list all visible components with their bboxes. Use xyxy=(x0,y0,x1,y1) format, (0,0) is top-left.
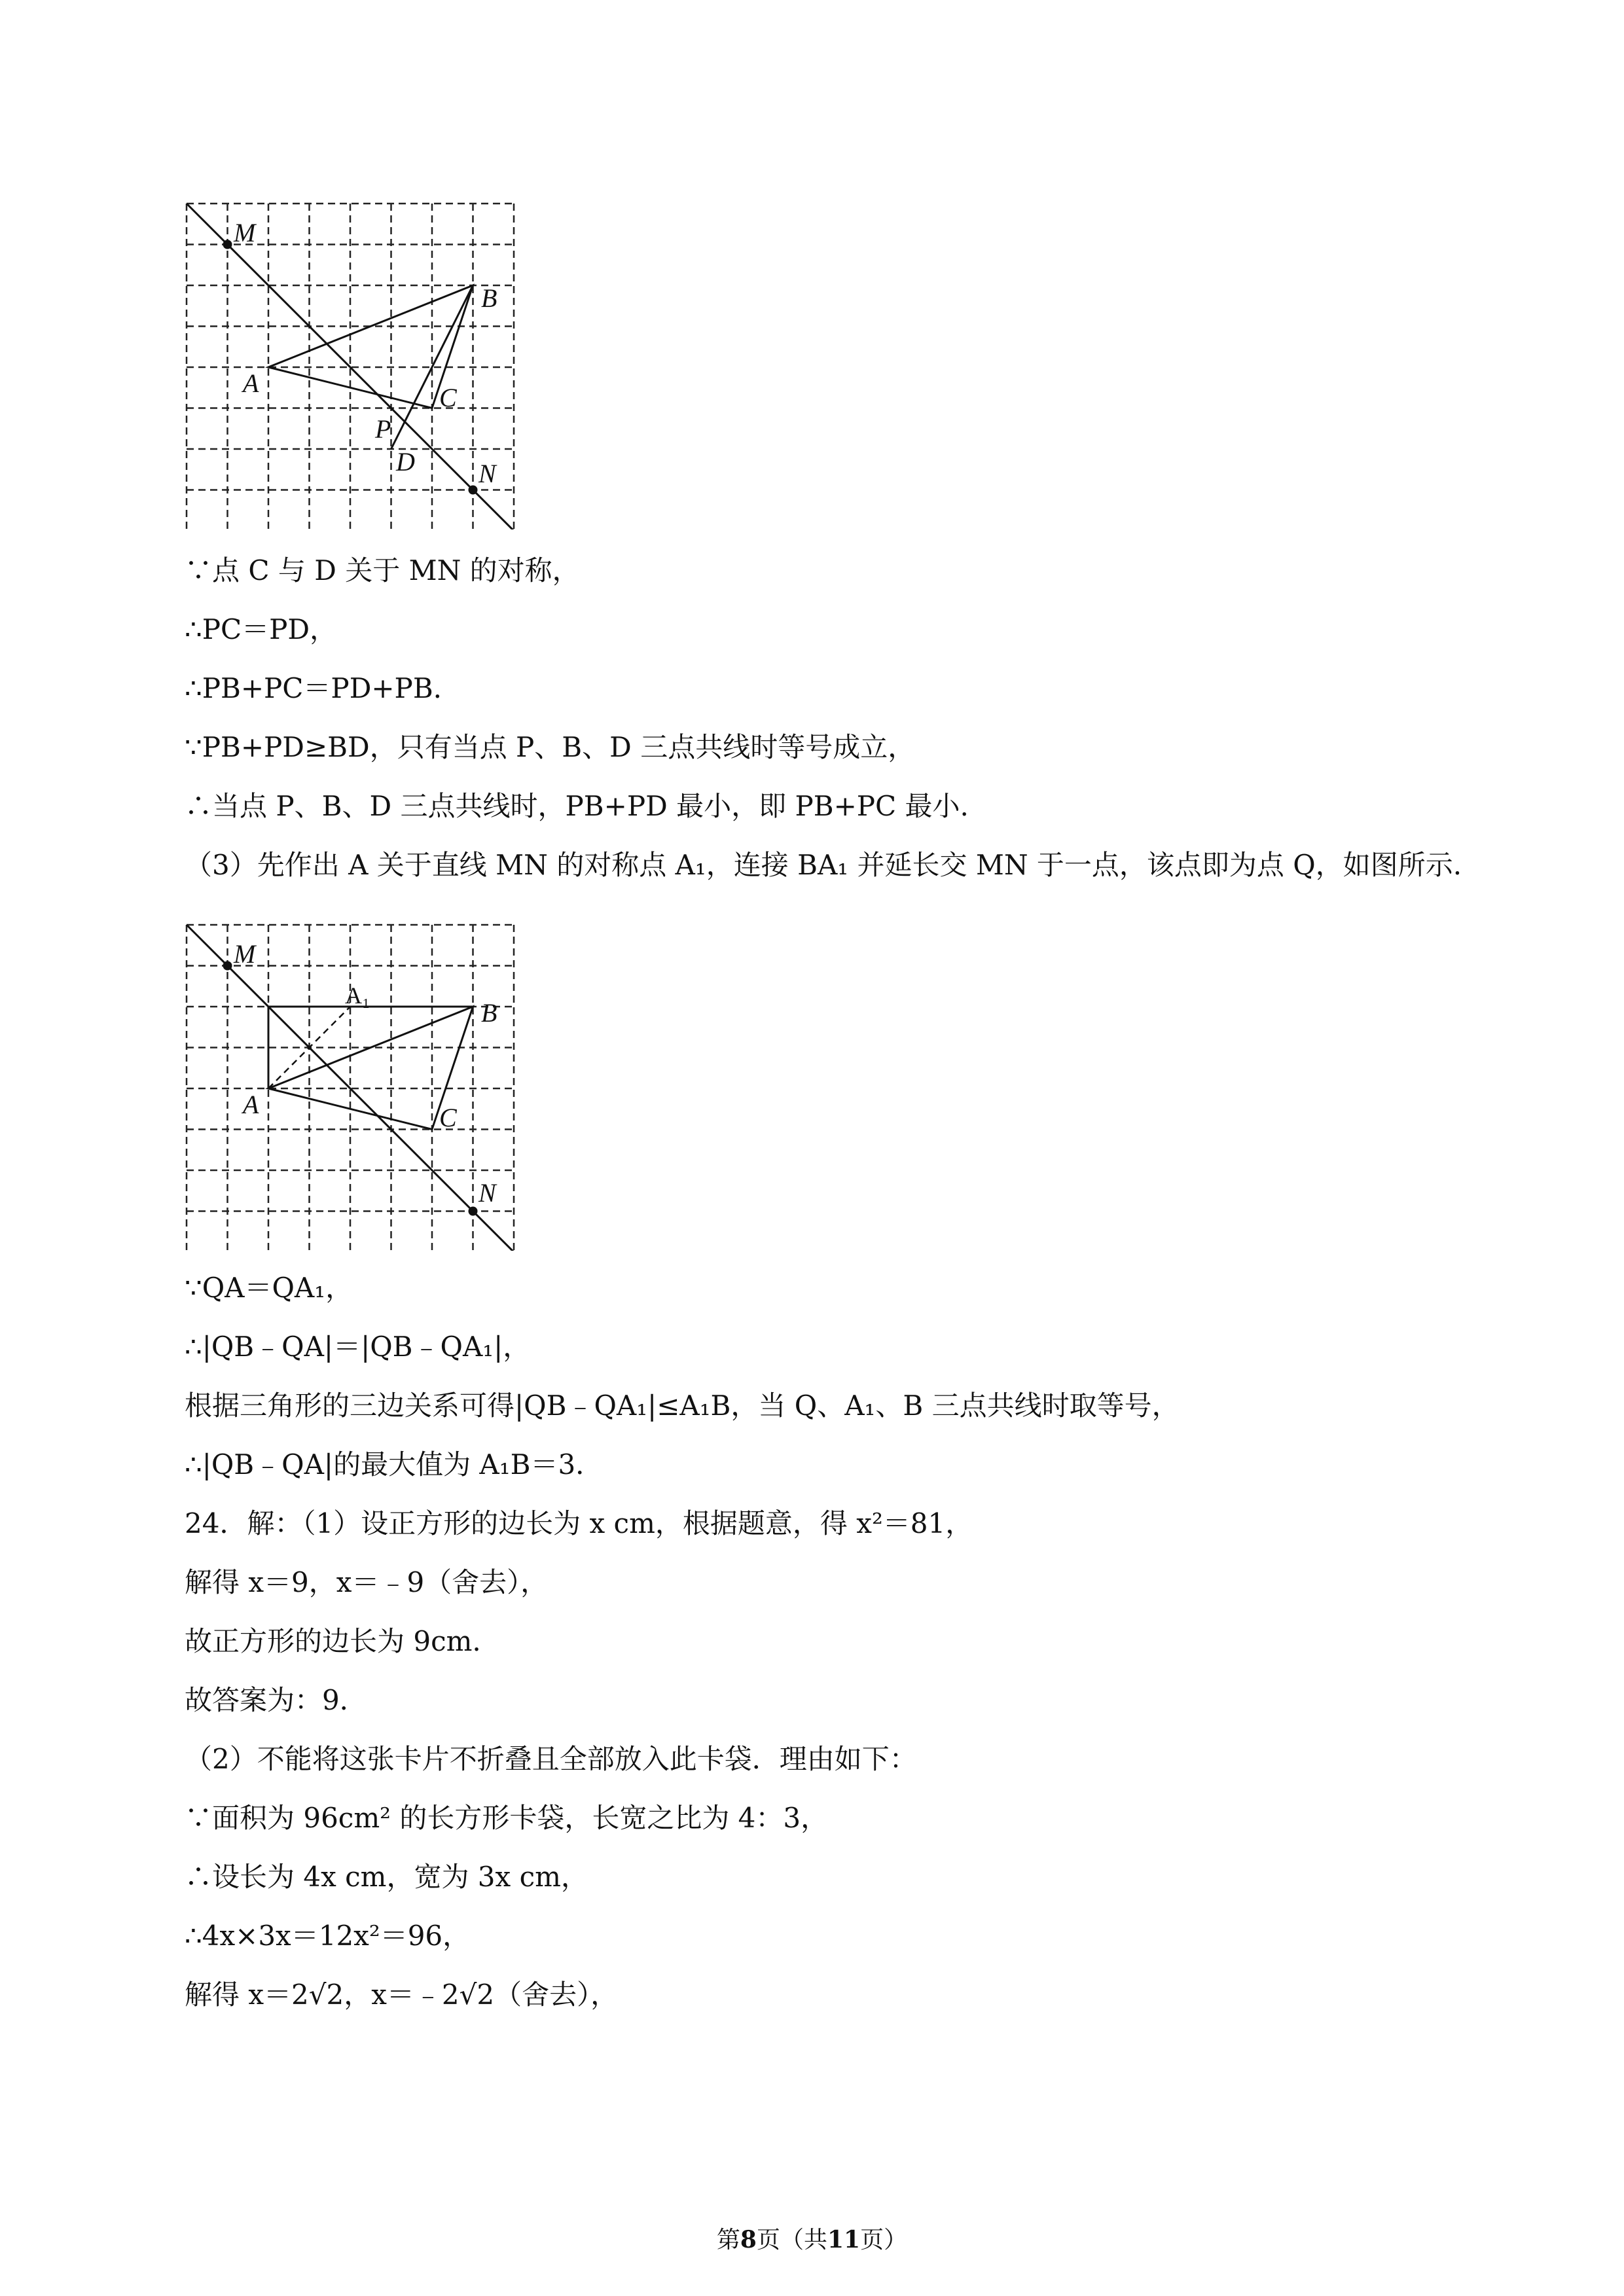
label-a1: A₁ xyxy=(345,982,370,1009)
label-c: C xyxy=(439,383,457,412)
label-a: A xyxy=(243,1090,259,1119)
line-11: 24．解：（1）设正方形的边长为 x cm，根据题意，得 x²＝81， xyxy=(185,1507,973,1539)
label-m: M xyxy=(234,939,256,969)
line-3: ∴PB+PC＝PD+PB. xyxy=(185,672,442,704)
page-footer xyxy=(0,2221,1624,2255)
label-b: B xyxy=(481,283,497,313)
line-6: （3）先作出 A 关于直线 MN 的对称点 A₁，连接 BA₁ 并延长交 MN 于一点，该点即为点 Q，如图所示. xyxy=(185,849,1462,881)
point-n xyxy=(469,1207,478,1216)
line-4: ∵PB+PD≥BD，只有当点 P、B、D 三点共线时等号成立， xyxy=(185,731,916,763)
line-10: ∴|QB﹣QA|的最大值为 A₁B＝3． xyxy=(185,1448,604,1480)
footer-middle: 页（共 xyxy=(756,2227,827,2253)
point-m xyxy=(223,961,232,971)
label-m: M xyxy=(234,218,256,247)
footer-suffix: 页） xyxy=(860,2227,908,2253)
line-14: 故答案为：9． xyxy=(185,1684,367,1716)
line-1: ∵点 C 与 D 关于 MN 的对称， xyxy=(185,554,580,586)
figure-1 xyxy=(185,202,526,529)
line-5: ∴当点 P、B、D 三点共线时，PB+PD 最小，即 PB+PC 最小. xyxy=(185,790,969,822)
line-7: ∵QA＝QA₁， xyxy=(185,1272,353,1304)
line-13: 故正方形的边长为 9cm. xyxy=(185,1625,481,1657)
line-16: ∵面积为 96cm² 的长方形卡袋，长宽之比为 4：3， xyxy=(185,1802,829,1834)
footer-page-number: 8 xyxy=(740,2226,757,2253)
label-n: N xyxy=(478,1178,496,1208)
line-9: 根据三角形的三边关系可得|QB﹣QA₁|≤A₁B，当 Q、A₁、B 三点共线时取等号， xyxy=(185,1390,1180,1422)
figure-2-svg xyxy=(185,924,526,1251)
label-d: D xyxy=(396,447,415,476)
point-m xyxy=(223,240,232,249)
label-b: B xyxy=(481,998,497,1028)
point-n xyxy=(469,486,478,495)
line-18: ∴4x×3x＝12x²＝96， xyxy=(185,1920,471,1952)
line-12: 解得 x＝9，x＝﹣9（舍去）， xyxy=(185,1566,549,1598)
footer-total-pages: 11 xyxy=(827,2226,861,2253)
figure-1-svg xyxy=(185,202,526,529)
line-2: ∴PC＝PD， xyxy=(185,613,338,645)
label-p: P xyxy=(375,414,391,444)
line-17: ∴设长为 4x cm，宽为 3x cm， xyxy=(185,1861,588,1893)
figure-2 xyxy=(185,924,526,1251)
label-a: A xyxy=(243,368,259,398)
line-15: （2）不能将这张卡片不折叠且全部放入此卡袋．理由如下： xyxy=(185,1743,917,1775)
line-19: 解得 x＝2√2，x＝﹣2√2（舍去）， xyxy=(185,1979,619,2011)
line-8: ∴|QB﹣QA|＝|QB﹣QA₁|， xyxy=(185,1331,531,1363)
label-n: N xyxy=(478,459,496,488)
footer-prefix: 第 xyxy=(716,2227,740,2253)
label-c: C xyxy=(439,1103,457,1132)
